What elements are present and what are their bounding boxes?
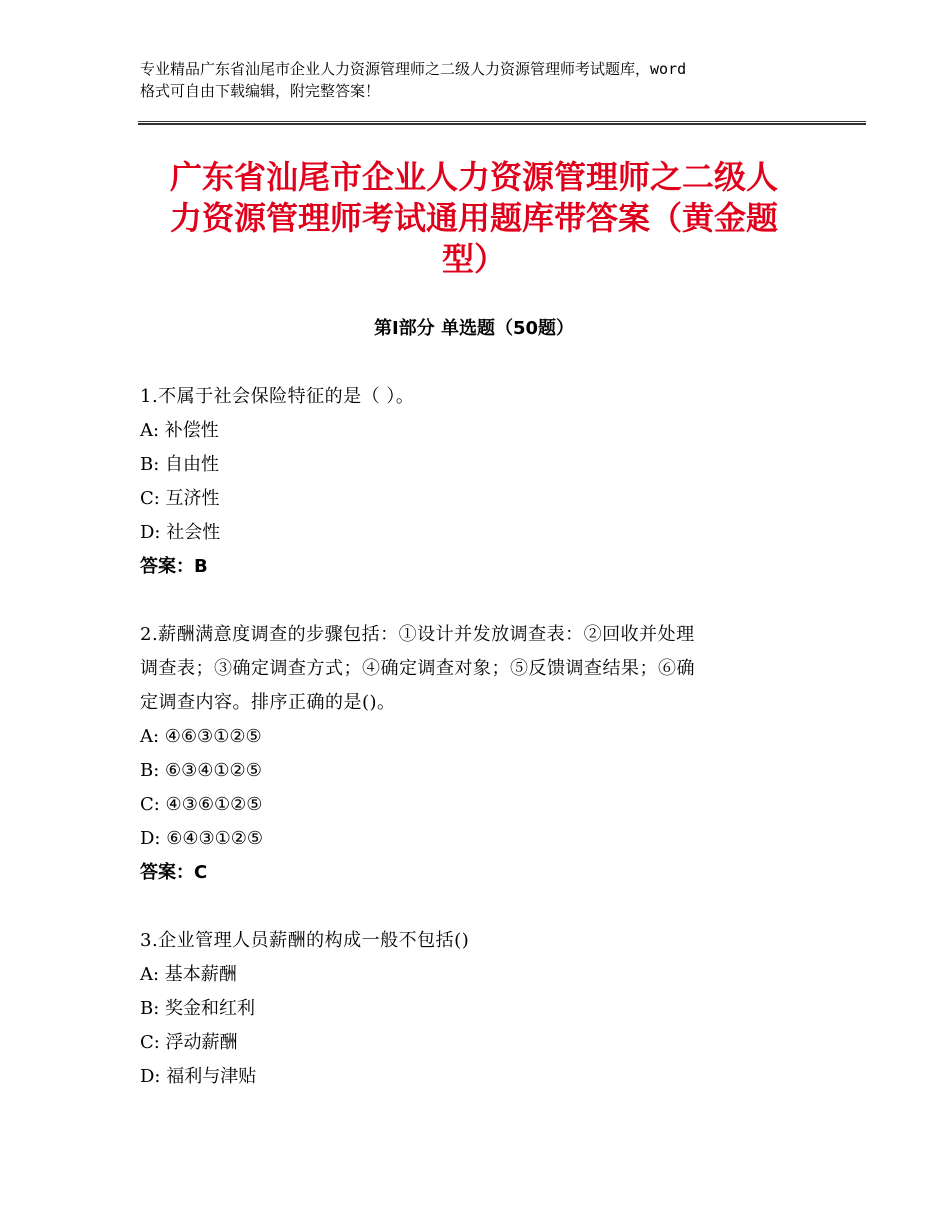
option-b: B: 自由性 [140, 454, 220, 475]
question-2 [140, 618, 800, 890]
option-a: A: 基本薪酬 [140, 964, 237, 985]
option-a: A: ④⑥③①②⑤ [140, 726, 262, 747]
question-1 [140, 380, 800, 584]
option-b: B: ⑥③④①②⑤ [140, 760, 262, 781]
header-divider [138, 121, 866, 125]
question-stem: 3.企业管理人员薪酬的构成一般不包括() [140, 930, 470, 951]
section-heading: 第Ⅰ部分 单选题（50题） [373, 318, 574, 339]
answer-label: 答案：B [140, 556, 208, 577]
option-c: C: 互济性 [140, 488, 220, 509]
option-c: C: 浮动薪酬 [140, 1032, 238, 1053]
header-note-line-2: 格式可自由下载编辑，附完整答案！ [140, 82, 381, 100]
title-line-2: 力资源管理师考试通用题库带答案（黄金题 [169, 199, 778, 237]
question-stem-line-3: 定调查内容。排序正确的是()。 [140, 692, 396, 713]
question-list [140, 380, 800, 1094]
option-d: D: 福利与津贴 [140, 1066, 257, 1087]
question-spacer [140, 584, 800, 618]
title-line-1: 广东省汕尾市企业人力资源管理师之二级人 [169, 158, 778, 196]
option-b: B: 奖金和红利 [140, 998, 256, 1019]
question-3 [140, 924, 800, 1094]
option-d: D: ⑥④③①②⑤ [140, 828, 264, 849]
header-note-line-1: 专业精品广东省汕尾市企业人力资源管理师之二级人力资源管理师考试题库，word [140, 60, 687, 78]
option-a: A: 补偿性 [140, 420, 219, 441]
option-c: C: ④③⑥①②⑤ [140, 794, 263, 815]
document-title [140, 157, 808, 280]
answer-label: 答案：C [140, 862, 208, 883]
question-stem-line-1: 2.薪酬满意度调查的步骤包括：①设计并发放调查表：②回收并处理 [140, 624, 695, 645]
header-note [140, 58, 830, 102]
title-line-3: 型） [441, 240, 506, 278]
option-d: D: 社会性 [140, 522, 221, 543]
question-stem-line-2: 调查表；③确定调查方式；④确定调查对象；⑤反馈调查结果；⑥确 [140, 658, 695, 679]
question-stem: 1.不属于社会保险特征的是（ ）。 [140, 386, 415, 407]
question-spacer [140, 890, 800, 924]
